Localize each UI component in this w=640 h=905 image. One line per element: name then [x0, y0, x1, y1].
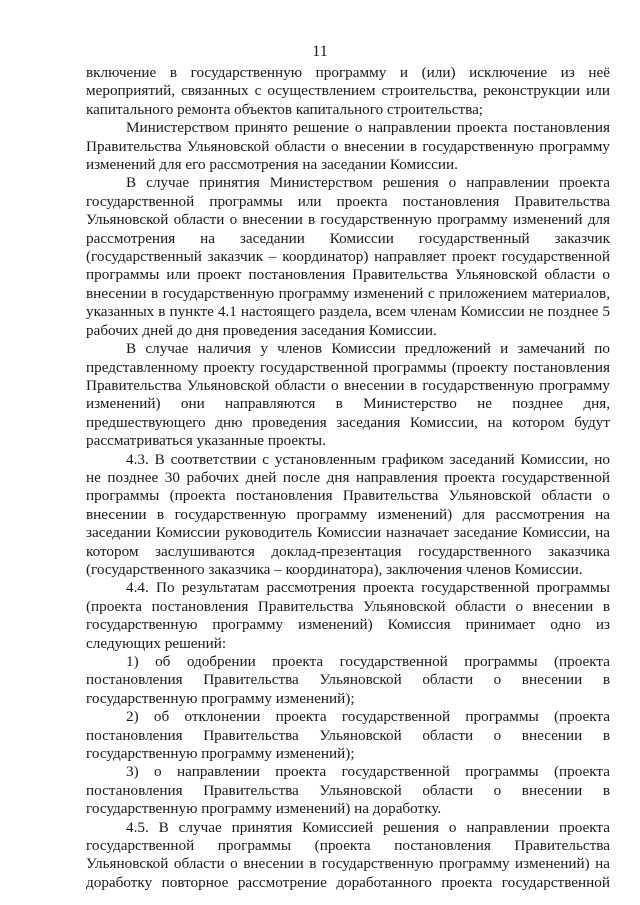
paragraph-clause-4-4: 4.4. По результатам рассмотрения проекта государственной программы (проекта постановления Правительства Ульяновской области о внесении в государственную программу изменений) Комиссия принимает одно из следующих решений: [86, 579, 610, 652]
paragraph-sending-project: В случае принятия Министерством решения о направлении проекта государственной программы или проекта постановления Правительства Ульяновской области о внесении в государственную программу изменений для рассмотрения на заседании Комиссии государственный заказчик (государственный заказчик – координатор) направляет проект государственной программы или проект постановления Правительства Ульяновской области о внесении в государственную программу изменений с приложением материалов, указанных в пункте 4.1 настоящего раздела, всем членам Комиссии не позднее 5 рабочих дней до дня проведения заседания Комиссии. [86, 174, 610, 339]
paragraph-ministry-decision: Министерством принято решение о направлении проекта постановления Правительства Ульяновской области о внесении в государственную программу изменений для его рассмотрения на заседании Комиссии. [86, 119, 610, 174]
paragraph-continuation: включение в государственную программу и (или) исключение из неё мероприятий, связанных с осуществлением строительства, реконструкции или капитального ремонта объектов капитального строительства; [86, 64, 610, 118]
paragraph-clause-4-3: 4.3. В соответствии с установленным графиком заседаний Комиссии, но не позднее 30 рабочих дней после дня направления проекта государственной программы (проекта постановления Правительства Ульяновской области о внесении в государственную программу изменений) для рассмотрения на заседании Комиссии руководитель Комиссии назначает заседание Комиссии, на котором заслушиваются доклад-презентация государственного заказчика (государственного заказчика – координатора), заключения членов Комиссии. [86, 450, 610, 578]
paragraph-clause-4-5: 4.5. В случае принятия Комиссией решения о направлении проекта государственной программы (проекта постановления Правительства Ульяновской области о внесении в государственную программу изменений) на доработку повторное рассмотрение доработанного проекта государственной [86, 818, 610, 891]
list-item-rejection: 2) об отклонении проекта государственной программы (проекта постановления Правительства Ульяновской области о внесении в государственную программу изменений); [86, 708, 610, 763]
list-item-approval: 1) об одобрении проекта государственной программы (проекта постановления Правительства Ульяновской области о внесении в государственную программу изменений); [86, 653, 610, 707]
document-body [86, 64, 610, 892]
page-number: 11 [312, 43, 328, 60]
paragraph-member-remarks: В случае наличия у членов Комиссии предложений и замечаний по представленному проекту государственной программы (проекту постановления Правительства Ульяновской области о внесении в государственную программу изменений) они направляются в Министерство не позднее дня, предшествующего дню проведения заседания Комиссии, на котором будут рассматриваться указанные проекты. [86, 340, 610, 450]
list-item-revision: 3) о направлении проекта государственной программы (проекта постановления Правительства Ульяновской области о внесении в государственную программу изменений) на доработку. [86, 763, 610, 818]
